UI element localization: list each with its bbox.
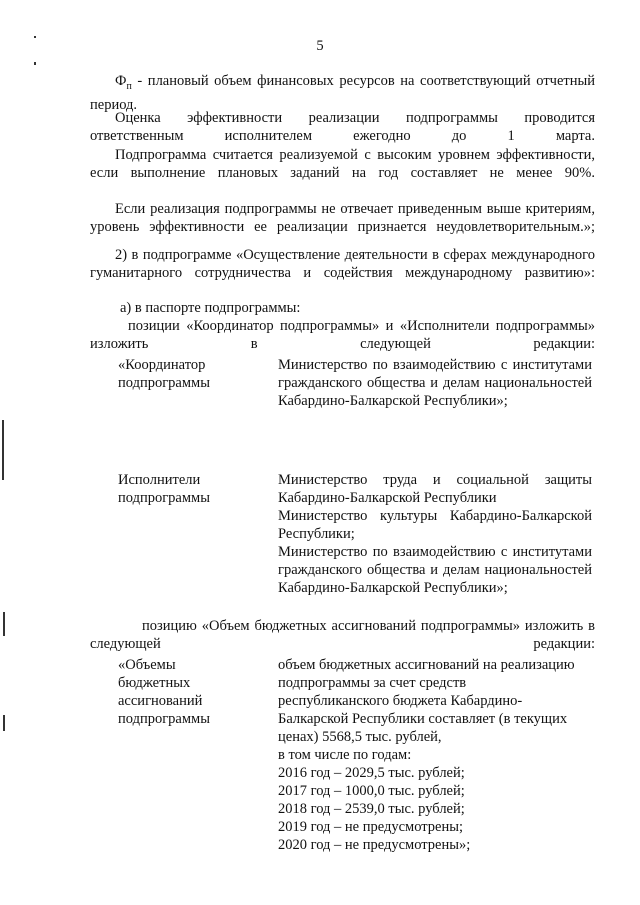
budget-label — [118, 656, 268, 728]
coordinator-label — [118, 356, 268, 392]
budget-label-line: подпрограммы — [118, 711, 210, 727]
scan-mark — [3, 612, 5, 636]
coordinator-value: Министерство по взаимодействию с институтами гражданского общества и делам национальностей Кабардино-Балкарской Республики»; — [278, 357, 592, 409]
paragraph-text: - плановый объем финансовых ресурсов на соответствующий отчетный период. — [90, 73, 595, 113]
budget-line: подпрограммы за счет средств — [278, 675, 467, 691]
executors-value — [278, 471, 592, 597]
budget-line: ценах) 5568,5 тыс. рублей, — [278, 729, 442, 745]
paragraph-plan-volume — [90, 72, 595, 114]
page-number: 5 — [316, 38, 324, 54]
formula-subscript: п — [126, 80, 132, 92]
formula-symbol: Ф — [115, 73, 127, 89]
scan-mark — [34, 36, 36, 38]
paragraph-positions: позиции «Координатор подпрограммы» и «Исполнители подпрограммы» изложить в следующей редакции: — [90, 318, 595, 352]
budget-year-2019: 2019 год – не предусмотрены; — [278, 819, 464, 835]
scan-mark — [34, 62, 36, 65]
budget-year-2020: 2020 год – не предусмотрены»; — [278, 837, 471, 853]
executor-civil-society-ministry: Министерство по взаимодействию с институтами гражданского общества и делам национальностей Кабардино-Балкарской Республики»; — [278, 544, 592, 596]
budget-year-2018: 2018 год – 2539,0 тыс. рублей; — [278, 801, 465, 817]
coordinator-label-line-1: «Координатор — [118, 357, 206, 373]
budget-year-2017: 2017 год – 1000,0 тыс. рублей; — [278, 783, 465, 799]
coordinator-label-line-2: подпрограммы — [118, 375, 210, 391]
budget-year-2016: 2016 год – 2029,5 тыс. рублей; — [278, 765, 465, 781]
paragraph-budget-position: позицию «Объем бюджетных ассигнований подпрограммы» изложить в следующей редакции: — [90, 618, 595, 652]
paragraph-unsatisfactory: Если реализация подпрограммы не отвечает приведенным выше критериям, уровень эффективности ее реализации признается неудовлетворительным.»; — [90, 201, 595, 235]
paragraph-assessment: Оценка эффективности реализации подпрограммы проводится ответственным исполнителем ежегодно до 1 марта. — [90, 110, 595, 144]
paragraph-passport: а) в паспорте подпрограммы: — [120, 300, 301, 316]
scan-mark — [2, 420, 4, 480]
paragraph-high-efficiency: Подпрограмма считается реализуемой с высоким уровнем эффективности, если выполнение плановых заданий на год составляет не менее 90%. — [90, 147, 595, 181]
executors-label-line-2: подпрограммы — [118, 490, 210, 506]
budget-label-line: бюджетных — [118, 675, 191, 691]
budget-line: объем бюджетных ассигнований на реализацию — [278, 657, 575, 673]
executors-label — [118, 471, 268, 507]
paragraph-subprogram-2: 2) в подпрограмме «Осуществление деятельности в сферах международного гуманитарного сотрудничества и содействия международному развитию»: — [90, 247, 595, 281]
executor-labor-ministry: Министерство труда и социальной защиты Кабардино-Балкарской Республики — [278, 472, 592, 506]
budget-line: республиканского бюджета Кабардино- — [278, 693, 523, 709]
budget-label-line: ассигнований — [118, 693, 203, 709]
budget-line: Балкарской Республики составляет (в текущих — [278, 711, 568, 727]
executors-label-line-1: Исполнители — [118, 472, 201, 488]
scan-mark — [3, 715, 5, 731]
budget-value — [278, 656, 592, 854]
budget-line: в том числе по годам: — [278, 747, 412, 763]
executor-culture-ministry: Министерство культуры Кабардино-Балкарской Республики; — [278, 508, 592, 542]
budget-label-line: «Объемы — [118, 657, 176, 673]
